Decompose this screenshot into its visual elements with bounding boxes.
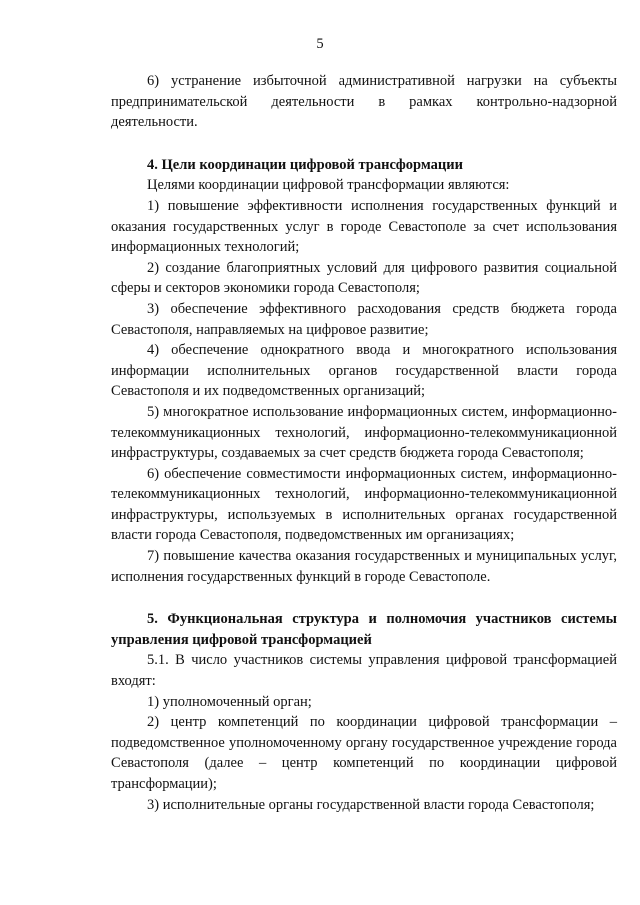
section-5-item: 2) центр компетенций по координации цифровой трансформации – подведомственное уполномоченному органу государственное учреждение города Севастополя (далее – центр компетенций по координации цифровой трансформации); [111,714,617,792]
section-4-item: 7) повышение качества оказания государственных и муниципальных услуг, исполнения государственных функций в городе Севастополе. [111,548,617,585]
section-5-item: 1) уполномоченный орган; [147,693,312,710]
document-body [111,71,617,815]
section-4-item: 2) создание благоприятных условий для цифрового развития социальной сферы и секторов экономики города Севастополя; [111,259,617,297]
section-4-item: 1) повышение эффективности исполнения государственных функций и оказания государственных услуг в городе Севастополе за счет использования информационных технологий; [111,197,617,256]
section-4-lead: Целями координации цифровой трансформации являются: [147,177,510,194]
section-4-item: 5) многократное использование информационных систем, информационно-телекоммуникационных технологий, информационно-телекоммуникационной инфраструктуры, создаваемых за счет средств бюджета города Севастополя; [111,403,617,462]
intro-paragraph: 6) устранение избыточной административной нагрузки на субъекты предпринимательской деятельности в рамках контрольно-надзорной деятельности. [111,73,617,131]
section-5-lead: 5.1. В число участников системы управления цифровой трансформацией входят: [111,652,617,690]
section-4-heading: 4. Цели координации цифровой трансформации [147,156,463,173]
section-4-item: 3) обеспечение эффективного расходования средств бюджета города Севастополя, направляемых на цифровое развитие; [111,300,617,338]
spacer [111,133,617,155]
page-number: 5 [316,36,324,52]
section-4-item: 4) обеспечение однократного ввода и многократного использования информации исполнительных органов государственной власти города Севастополя и их подведомственных организаций; [111,342,617,400]
section-4-item: 6) обеспечение совместимости информационных систем, информационно-телекоммуникационных технологий, информационно-телекоммуникационной инфраструктуры, используемых в исполнительных органах государственной власти города Севастополя, подведомственных им организациях; [111,465,617,544]
section-5-heading: 5. Функциональная структура и полномочия участников системы управления цифровой трансформацией [111,611,617,648]
spacer [111,587,617,609]
section-5-item: 3) исполнительные органы государственной власти города Севастополя; [147,796,595,813]
